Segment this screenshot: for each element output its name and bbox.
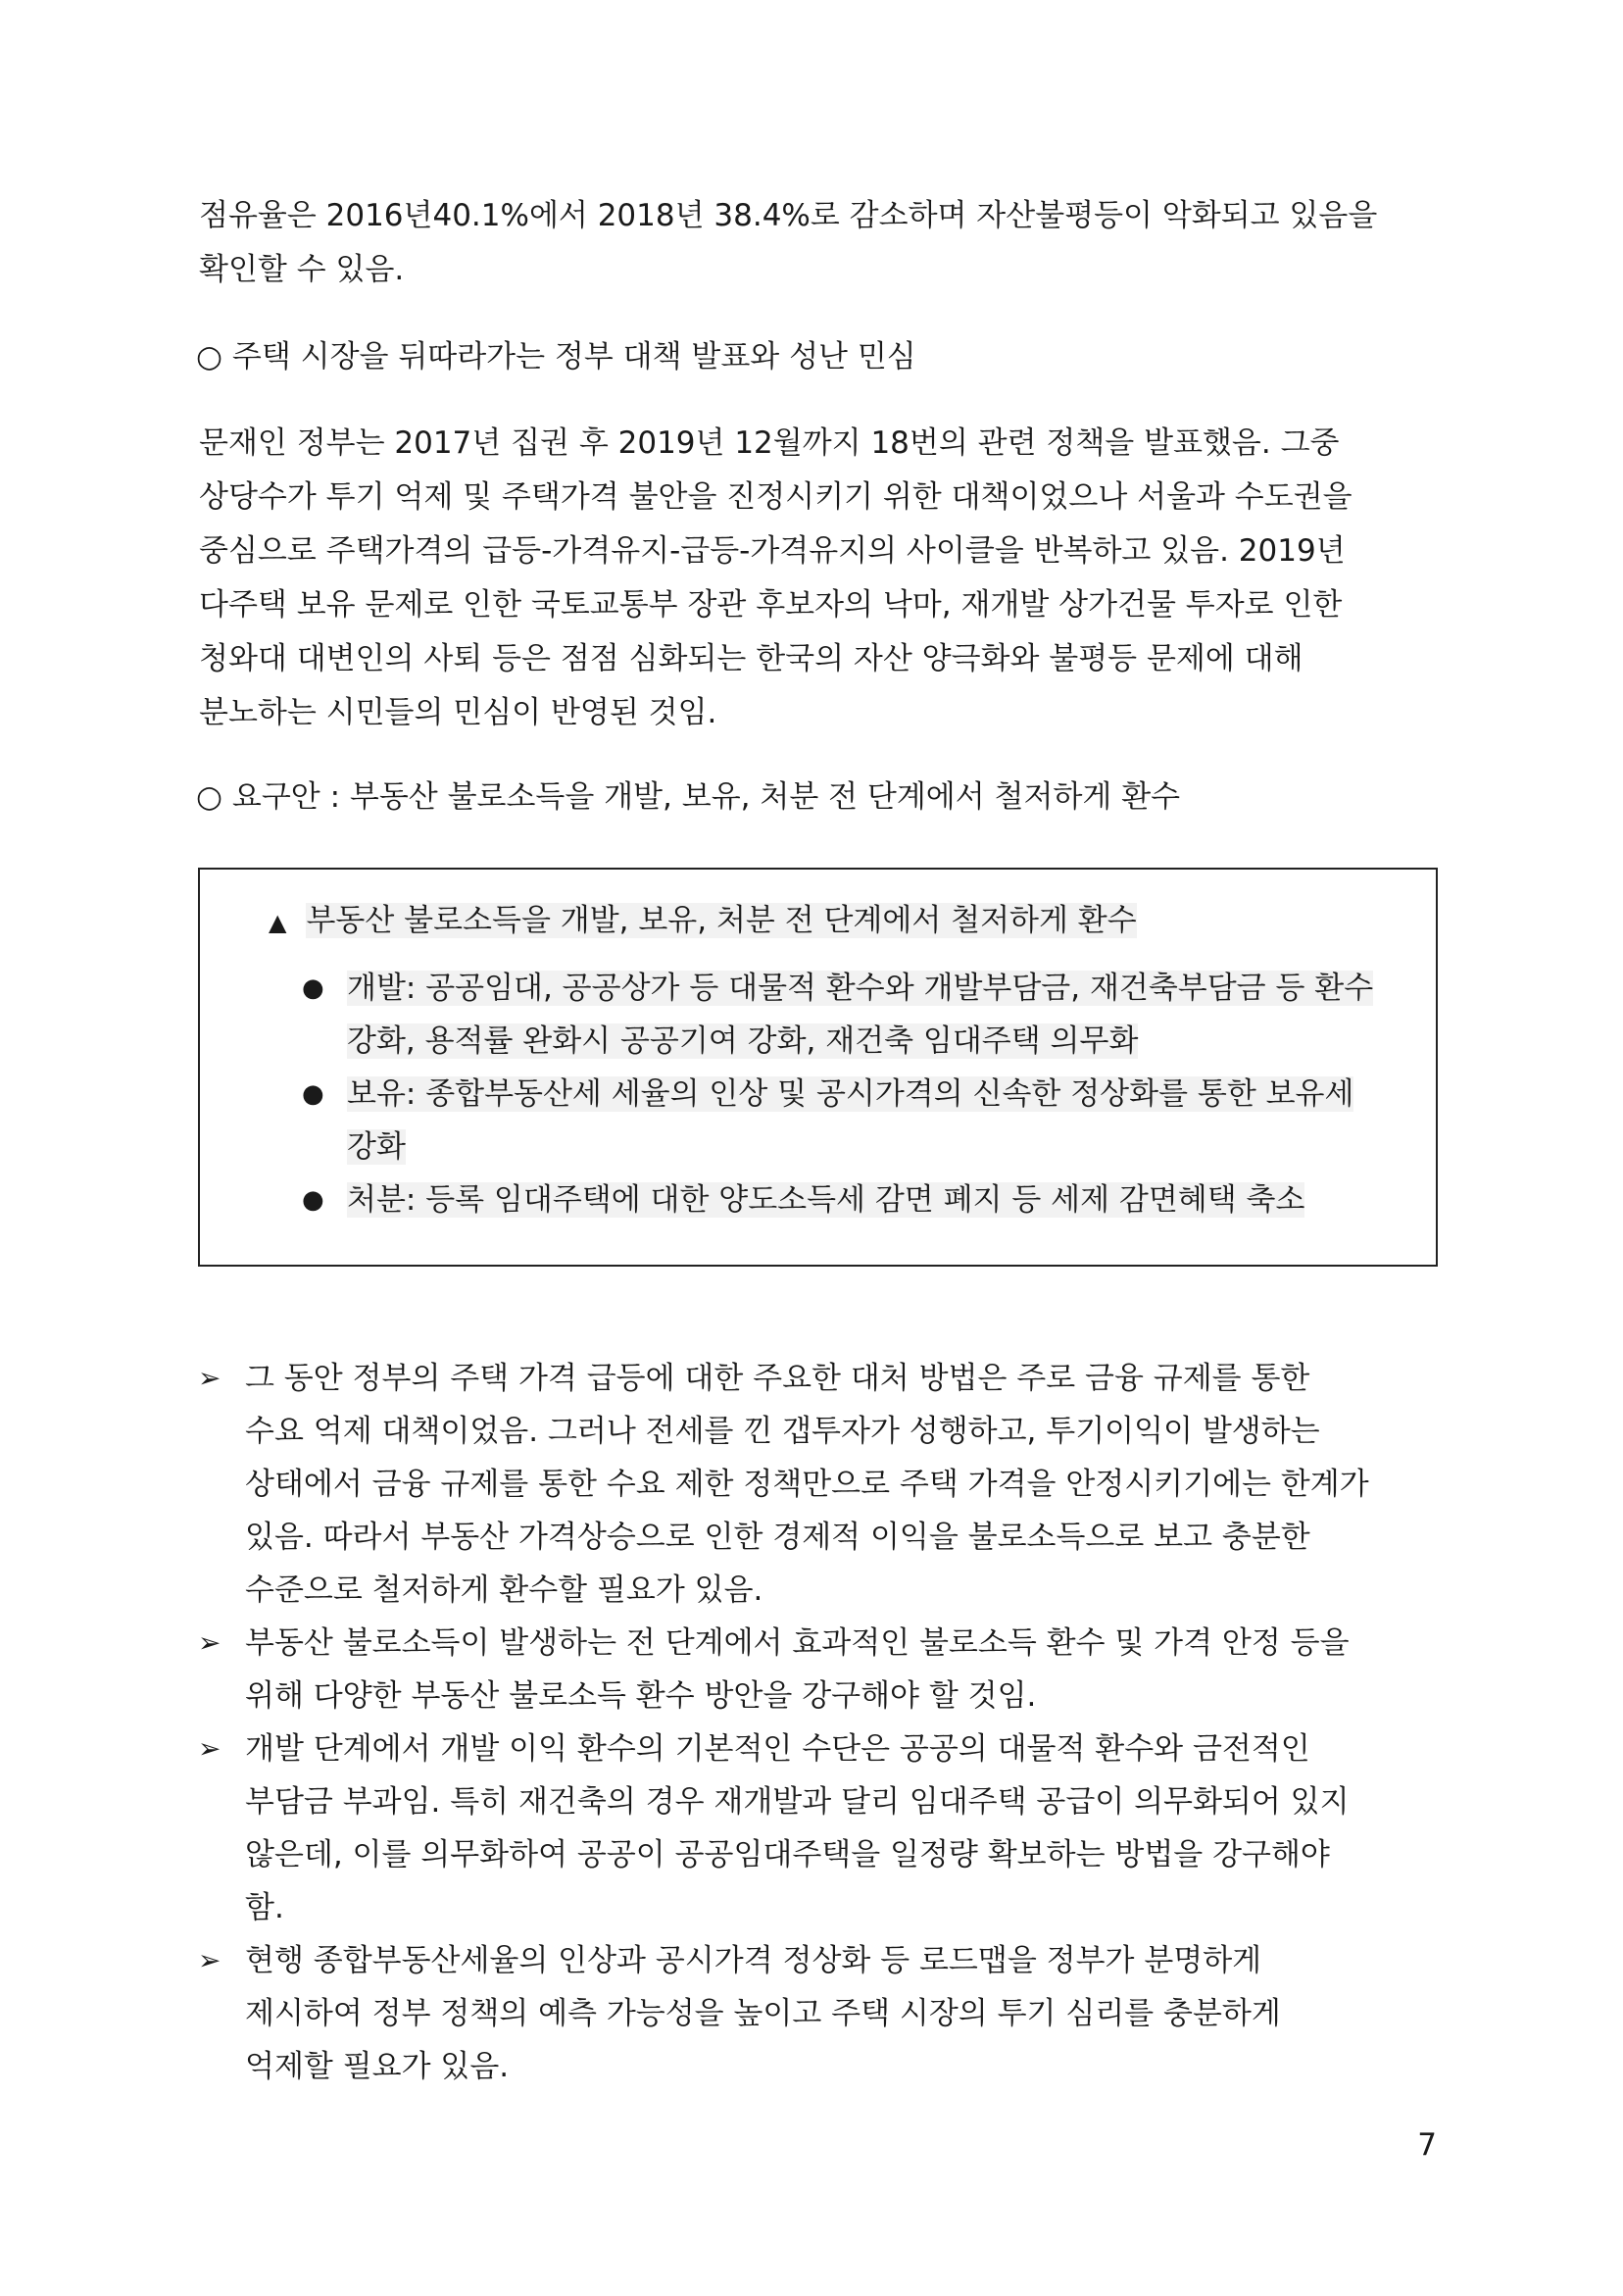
- section1-line: 문재인 정부는 2017년 집권 후 2019년 12월까지 18번의 관련 정책을 발표했음. 그중: [199, 425, 1340, 461]
- arrow-item-line: 현행 종합부동산세율의 인상과 공시가격 정상화 등 로드맵을 정부가 분명하게: [245, 1943, 1262, 1978]
- arrow-list: [198, 1352, 1451, 2093]
- box-title: [269, 899, 1137, 944]
- arrow-item-line: 그 동안 정부의 주택 가격 급등에 대한 주요한 대처 방법은 주로 금융 규제를 통한: [245, 1361, 1310, 1396]
- arrow-item-line: 부동산 불로소득이 발생하는 전 단계에서 효과적인 불로소득 환수 및 가격 안정 등을: [245, 1625, 1350, 1661]
- intro-line: 확인할 수 있음.: [199, 252, 405, 287]
- arrow-item-line: 억제할 필요가 있음.: [245, 2049, 510, 2084]
- arrow-item: [198, 1934, 1451, 2093]
- section1-line: 상당수가 투기 억제 및 주택가격 불안을 진정시키기 위한 대책이었으나 서울과 수도권을: [199, 479, 1352, 515]
- section1-paragraph: [199, 417, 1453, 740]
- arrow-item-line: 수준으로 철저하게 환수할 필요가 있음.: [245, 1572, 763, 1608]
- box-item-disposal: [302, 1173, 1305, 1226]
- arrow-item-line: 개발 단계에서 개발 이익 환수의 기본적인 수단은 공공의 대물적 환수와 금전적인: [245, 1731, 1310, 1767]
- arrow-icon: ➢: [198, 1626, 221, 1659]
- section-heading-demands: ○ 요구안 : 부동산 불로소득을 개발, 보유, 처분 전 단계에서 철저하게 환수: [196, 779, 1181, 815]
- triangle-icon: ▲: [269, 909, 287, 936]
- arrow-item: [198, 1617, 1451, 1722]
- arrow-item: [198, 1722, 1451, 1934]
- arrow-item-line: 함.: [245, 1890, 284, 1925]
- section1-line: 다주택 보유 문제로 인한 국토교통부 장관 후보자의 낙마, 재개발 상가건물 투자로 인한: [199, 587, 1343, 623]
- section-heading-market: ○ 주택 시장을 뒤따라가는 정부 대책 발표와 성난 민심: [196, 339, 916, 374]
- section1-line: 청와대 대변인의 사퇴 등은 점점 심화되는 한국의 자산 양극화와 불평등 문제에 대해: [199, 641, 1303, 676]
- arrow-icon: ➢: [198, 1944, 221, 1976]
- box-item-line: 개발: 공공임대, 공공상가 등 대물적 환수와 개발부담금, 재건축부담금 등 환수: [347, 971, 1374, 1006]
- section1-line: 분노하는 시민들의 민심이 반영된 것임.: [199, 695, 717, 730]
- box-item-development: [302, 962, 1374, 1068]
- bullet-icon: ●: [302, 973, 324, 1003]
- box-item-line: 처분: 등록 임대주택에 대한 양도소득세 감면 폐지 등 세제 감면혜택 축소: [347, 1182, 1305, 1218]
- arrow-icon: ➢: [198, 1732, 221, 1765]
- box-item-holding: [302, 1068, 1354, 1173]
- arrow-item: [198, 1352, 1451, 1617]
- arrow-icon: ➢: [198, 1362, 221, 1394]
- bullet-icon: ●: [302, 1079, 324, 1109]
- bullet-icon: ●: [302, 1185, 324, 1215]
- arrow-item-line: 제시하여 정부 정책의 예측 가능성을 높이고 주택 시장의 투기 심리를 충분하게: [245, 1996, 1281, 2031]
- section1-line: 중심으로 주택가격의 급등-가격유지-급등-가격유지의 사이클을 반복하고 있음. 2019년: [199, 533, 1346, 569]
- intro-paragraph: [199, 189, 1453, 297]
- arrow-item-line: 있음. 따라서 부동산 가격상승으로 인한 경제적 이익을 불로소득으로 보고 충분한: [245, 1520, 1310, 1555]
- arrow-item-line: 위해 다양한 부동산 불로소득 환수 방안을 강구해야 할 것임.: [245, 1678, 1037, 1714]
- box-title-text: 부동산 불로소득을 개발, 보유, 처분 전 단계에서 철저하게 환수: [306, 903, 1137, 938]
- page-number: 7: [1417, 2127, 1437, 2163]
- arrow-item-line: 않은데, 이를 의무화하여 공공이 공공임대주택을 일정량 확보하는 방법을 강구해야: [245, 1837, 1330, 1872]
- arrow-item-line: 상태에서 금융 규제를 통한 수요 제한 정책만으로 주택 가격을 안정시키기에는 한계가: [245, 1467, 1369, 1502]
- box-item-line: 강화, 용적률 완화시 공공기여 강화, 재건축 임대주택 의무화: [347, 1023, 1139, 1059]
- box-item-line: 강화: [347, 1129, 406, 1165]
- demand-summary-box: [198, 868, 1438, 1267]
- intro-line: 점유율은 2016년40.1%에서 2018년 38.4%로 감소하며 자산불평등이 악화되고 있음을: [199, 198, 1378, 233]
- box-item-line: 보유: 종합부동산세 세율의 인상 및 공시가격의 신속한 정상화를 통한 보유세: [347, 1076, 1354, 1112]
- arrow-item-line: 부담금 부과임. 특히 재건축의 경우 재개발과 달리 임대주택 공급이 의무화되어 있지: [245, 1784, 1350, 1820]
- arrow-item-line: 수요 억제 대책이었음. 그러나 전세를 낀 갭투자가 성행하고, 투기이익이 발생하는: [245, 1414, 1320, 1449]
